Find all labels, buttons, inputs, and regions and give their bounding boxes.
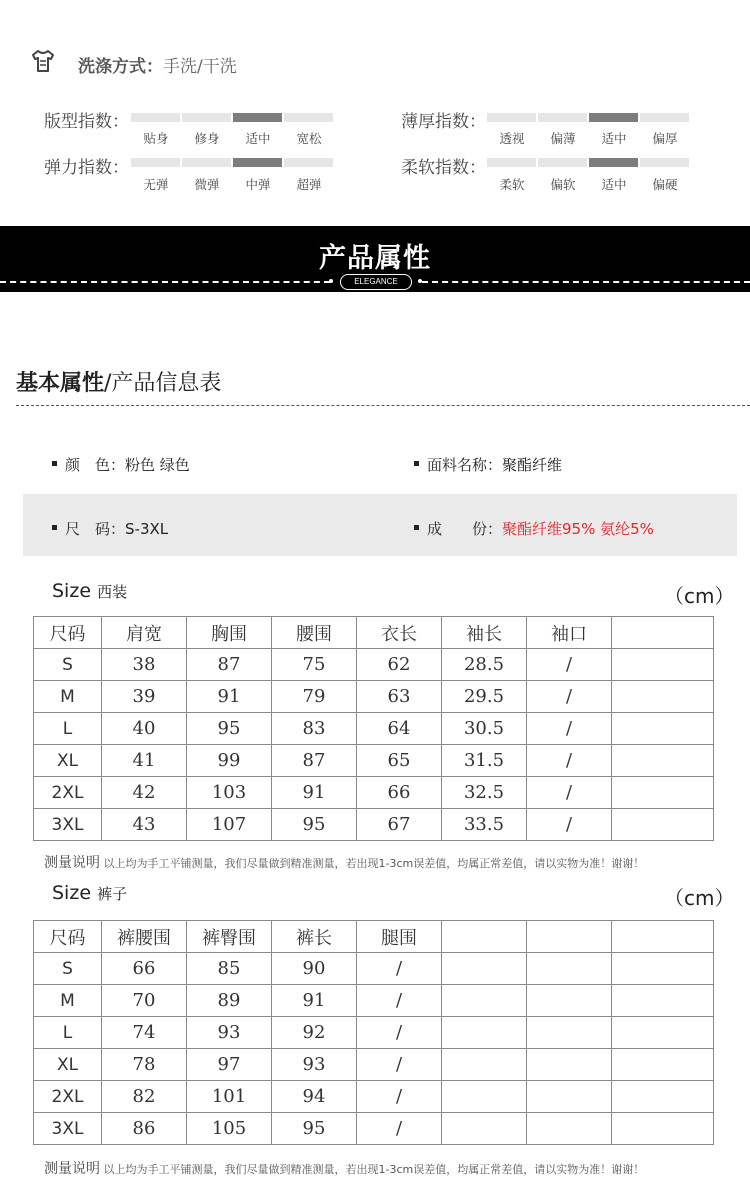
table-row bbox=[34, 777, 714, 809]
elasticity-index-option: 中弹 bbox=[245, 177, 271, 192]
measure-cell bbox=[442, 1113, 527, 1145]
table-header-cell: 裤臀围 bbox=[187, 921, 272, 953]
measure-cell bbox=[612, 953, 714, 985]
measure-cell: 107 bbox=[187, 809, 272, 841]
measure-cell: 42 bbox=[102, 777, 187, 809]
table-header-cell: 裤腰围 bbox=[102, 921, 187, 953]
measure-cell bbox=[527, 1049, 612, 1081]
measure-cell: 99 bbox=[187, 745, 272, 777]
table-header-cell: 袖长 bbox=[442, 617, 527, 649]
measure-cell bbox=[527, 953, 612, 985]
measure-cell: 28.5 bbox=[442, 649, 527, 681]
table-row bbox=[34, 1017, 714, 1049]
attr-composition bbox=[414, 518, 654, 539]
measure-cell: / bbox=[527, 681, 612, 713]
measure-cell: 43 bbox=[102, 809, 187, 841]
measure-cell: 95 bbox=[272, 1113, 357, 1145]
measure-cell bbox=[612, 809, 714, 841]
size-cell: M bbox=[34, 681, 102, 713]
washing-value: 手洗/干洗 bbox=[163, 57, 237, 77]
measure-note-label: 测量说明 bbox=[44, 855, 100, 871]
measure-cell: 74 bbox=[102, 1017, 187, 1049]
washing-label: 洗涤方式： bbox=[78, 57, 163, 77]
measure-cell: / bbox=[527, 809, 612, 841]
measure-cell: 38 bbox=[102, 649, 187, 681]
table-header-cell bbox=[442, 921, 527, 953]
washing-method bbox=[78, 52, 237, 77]
measure-cell bbox=[527, 985, 612, 1017]
measure-cell: 87 bbox=[187, 649, 272, 681]
size-cell: XL bbox=[34, 745, 102, 777]
measure-cell bbox=[527, 1017, 612, 1049]
measure-cell: 91 bbox=[272, 777, 357, 809]
measure-cell: / bbox=[357, 1081, 442, 1113]
banner-dash-left bbox=[0, 281, 330, 283]
softness-index-option: 适中 bbox=[601, 177, 627, 192]
measure-cell: 105 bbox=[187, 1113, 272, 1145]
measure-cell: 89 bbox=[187, 985, 272, 1017]
table-header-cell bbox=[612, 921, 714, 953]
suit-size-table bbox=[33, 616, 714, 841]
measure-cell: 90 bbox=[272, 953, 357, 985]
softness-index-option: 偏硬 bbox=[652, 177, 678, 192]
bullet-icon bbox=[414, 461, 419, 466]
elasticity-index-bar bbox=[182, 158, 231, 167]
measure-cell: 101 bbox=[187, 1081, 272, 1113]
size-cell: L bbox=[34, 713, 102, 745]
fit-index-option: 适中 bbox=[245, 131, 271, 146]
measure-note-label: 测量说明 bbox=[44, 1161, 100, 1177]
measure-cell: 75 bbox=[272, 649, 357, 681]
table-header-row bbox=[34, 617, 714, 649]
measure-cell: 83 bbox=[272, 713, 357, 745]
measure-cell bbox=[612, 713, 714, 745]
table-row bbox=[34, 745, 714, 777]
size-cell: S bbox=[34, 953, 102, 985]
table-row bbox=[34, 649, 714, 681]
table-row bbox=[34, 1081, 714, 1113]
measure-cell: 94 bbox=[272, 1081, 357, 1113]
bullet-icon bbox=[414, 525, 419, 530]
measure-cell bbox=[442, 985, 527, 1017]
elegance-badge: ELEGANCE bbox=[340, 274, 412, 290]
table-header-cell bbox=[527, 921, 612, 953]
banner-title: 产品属性 bbox=[319, 243, 431, 274]
fit-index-bar bbox=[182, 113, 231, 122]
measure-cell: 62 bbox=[357, 649, 442, 681]
measure-cell: / bbox=[357, 1017, 442, 1049]
measure-cell bbox=[612, 777, 714, 809]
bullet-icon bbox=[52, 525, 57, 530]
measure-cell bbox=[527, 1113, 612, 1145]
measure-cell bbox=[612, 1113, 714, 1145]
softness-index-bar bbox=[538, 158, 587, 167]
measure-cell bbox=[612, 745, 714, 777]
measure-cell bbox=[612, 649, 714, 681]
measure-note-text: 以上均为手工平铺测量，我们尽量做到精准测量，若出现1-3cm误差值，均属正常差值，请以实物为准！谢谢！ bbox=[103, 857, 645, 870]
measure-cell: / bbox=[527, 745, 612, 777]
section-title bbox=[16, 366, 221, 397]
table-header-cell: 肩宽 bbox=[102, 617, 187, 649]
thickness-index-title: 薄厚指数： bbox=[401, 112, 486, 132]
attr-color bbox=[52, 454, 190, 475]
size-cell: 3XL bbox=[34, 809, 102, 841]
measure-cell bbox=[612, 985, 714, 1017]
measure-cell: 70 bbox=[102, 985, 187, 1017]
measure-cell bbox=[442, 1017, 527, 1049]
measure-cell: 85 bbox=[187, 953, 272, 985]
attr-size bbox=[52, 518, 168, 539]
measure-cell: 86 bbox=[102, 1113, 187, 1145]
measure-cell: / bbox=[527, 713, 612, 745]
section-title-bold: 基本属性 bbox=[16, 371, 105, 396]
elasticity-index-title: 弹力指数： bbox=[44, 158, 129, 178]
measure-note-suit bbox=[44, 852, 644, 872]
table-row bbox=[34, 681, 714, 713]
tshirt-icon bbox=[30, 48, 56, 74]
attr-fabric-value: 聚酯纤维 bbox=[502, 456, 563, 474]
elasticity-index-option: 超弹 bbox=[296, 177, 322, 192]
measure-cell: 41 bbox=[102, 745, 187, 777]
fit-index-bar bbox=[284, 113, 333, 122]
size-cell: S bbox=[34, 649, 102, 681]
measure-cell: 66 bbox=[357, 777, 442, 809]
attr-fabric bbox=[414, 454, 562, 475]
measure-cell bbox=[612, 1049, 714, 1081]
elasticity-index-option: 无弹 bbox=[143, 177, 169, 192]
measure-cell bbox=[442, 1049, 527, 1081]
measure-cell bbox=[612, 1081, 714, 1113]
table-header-cell: 腰围 bbox=[272, 617, 357, 649]
measure-cell bbox=[612, 681, 714, 713]
measure-cell: 67 bbox=[357, 809, 442, 841]
measure-cell: 39 bbox=[102, 681, 187, 713]
thickness-index-option: 适中 bbox=[601, 131, 627, 146]
measure-cell: 93 bbox=[187, 1017, 272, 1049]
measure-cell: 29.5 bbox=[442, 681, 527, 713]
table-header-cell: 尺码 bbox=[34, 921, 102, 953]
thickness-index-option: 偏厚 bbox=[652, 131, 678, 146]
thickness-index-bar bbox=[538, 113, 587, 122]
measure-cell: 32.5 bbox=[442, 777, 527, 809]
attr-composition-value: 聚酯纤维95% 氨纶5% bbox=[502, 520, 654, 538]
measure-cell: / bbox=[357, 1113, 442, 1145]
measure-cell: 30.5 bbox=[442, 713, 527, 745]
measure-cell: 79 bbox=[272, 681, 357, 713]
attr-fabric-label: 面料名称： bbox=[427, 456, 503, 474]
table-header-cell bbox=[612, 617, 714, 649]
table-row bbox=[34, 985, 714, 1017]
measure-note-pants bbox=[44, 1158, 644, 1178]
attr-composition-label: 成 份： bbox=[427, 520, 503, 538]
measure-cell: 63 bbox=[357, 681, 442, 713]
measure-cell bbox=[442, 1081, 527, 1113]
size-cell: M bbox=[34, 985, 102, 1017]
table-header-cell: 胸围 bbox=[187, 617, 272, 649]
suit-size-heading bbox=[52, 580, 127, 602]
softness-index-bar bbox=[487, 158, 536, 167]
fit-index-title: 版型指数： bbox=[44, 112, 129, 132]
attr-color-label: 颜 色： bbox=[65, 456, 126, 474]
section-divider bbox=[16, 405, 750, 406]
elasticity-index-bar bbox=[233, 158, 282, 167]
measure-cell: 93 bbox=[272, 1049, 357, 1081]
measure-cell: 82 bbox=[102, 1081, 187, 1113]
table-row bbox=[34, 713, 714, 745]
fit-index-option: 贴身 bbox=[143, 131, 169, 146]
pants-unit: （cm） bbox=[664, 886, 735, 910]
bullet-icon bbox=[52, 461, 57, 466]
banner-dot-left bbox=[329, 279, 333, 283]
measure-cell: 66 bbox=[102, 953, 187, 985]
measure-cell: 95 bbox=[272, 809, 357, 841]
measure-cell: 103 bbox=[187, 777, 272, 809]
measure-cell bbox=[442, 953, 527, 985]
pants-size-table bbox=[33, 920, 714, 1145]
table-header-cell: 腿围 bbox=[357, 921, 442, 953]
measure-cell: 95 bbox=[187, 713, 272, 745]
softness-index-title: 柔软指数： bbox=[401, 158, 486, 178]
thickness-index-option: 透视 bbox=[499, 131, 525, 146]
measure-cell: / bbox=[357, 985, 442, 1017]
measure-cell: 92 bbox=[272, 1017, 357, 1049]
measure-cell: 40 bbox=[102, 713, 187, 745]
elasticity-index-bar bbox=[284, 158, 333, 167]
measure-cell: 91 bbox=[272, 985, 357, 1017]
softness-index-bar bbox=[640, 158, 689, 167]
elasticity-index-option: 微弹 bbox=[194, 177, 220, 192]
measure-cell: / bbox=[527, 777, 612, 809]
softness-index-option: 偏软 bbox=[550, 177, 576, 192]
thickness-index-option: 偏薄 bbox=[550, 131, 576, 146]
fit-index-bar bbox=[233, 113, 282, 122]
size-cell: 2XL bbox=[34, 777, 102, 809]
elasticity-index-bar bbox=[131, 158, 180, 167]
section-title-rest: /产品信息表 bbox=[104, 371, 222, 396]
measure-cell: 64 bbox=[357, 713, 442, 745]
table-header-row bbox=[34, 921, 714, 953]
measure-cell: 78 bbox=[102, 1049, 187, 1081]
fit-index-option: 修身 bbox=[194, 131, 220, 146]
suit-unit: （cm） bbox=[664, 584, 735, 608]
softness-index-option: 柔软 bbox=[499, 177, 525, 192]
thickness-index-bar bbox=[589, 113, 638, 122]
suit-size-heading-text: Size bbox=[52, 580, 92, 602]
measure-cell: / bbox=[357, 953, 442, 985]
table-row bbox=[34, 953, 714, 985]
attr-size-label: 尺 码： bbox=[65, 520, 126, 538]
measure-cell: 87 bbox=[272, 745, 357, 777]
measure-cell: / bbox=[357, 1049, 442, 1081]
attr-color-value: 粉色 绿色 bbox=[125, 456, 190, 474]
pants-size-heading-sub: 裤子 bbox=[97, 885, 128, 903]
measure-note-text: 以上均为手工平铺测量，我们尽量做到精准测量，若出现1-3cm误差值，均属正常差值，请以实物为准！谢谢！ bbox=[103, 1163, 645, 1176]
measure-cell: 33.5 bbox=[442, 809, 527, 841]
table-header-cell: 衣长 bbox=[357, 617, 442, 649]
size-cell: 3XL bbox=[34, 1113, 102, 1145]
size-cell: 2XL bbox=[34, 1081, 102, 1113]
measure-cell: / bbox=[527, 649, 612, 681]
size-cell: XL bbox=[34, 1049, 102, 1081]
table-row bbox=[34, 809, 714, 841]
pants-size-heading bbox=[52, 882, 127, 904]
pants-size-heading-text: Size bbox=[52, 882, 92, 904]
table-row bbox=[34, 1113, 714, 1145]
table-header-cell: 袖口 bbox=[527, 617, 612, 649]
table-row bbox=[34, 1049, 714, 1081]
softness-index-bar bbox=[589, 158, 638, 167]
size-cell: L bbox=[34, 1017, 102, 1049]
suit-size-heading-sub: 西装 bbox=[97, 583, 128, 601]
fit-index-option: 宽松 bbox=[296, 131, 322, 146]
banner-dash-right bbox=[422, 281, 750, 283]
measure-cell: 65 bbox=[357, 745, 442, 777]
measure-cell bbox=[527, 1081, 612, 1113]
fit-index-bar bbox=[131, 113, 180, 122]
thickness-index-bar bbox=[487, 113, 536, 122]
measure-cell bbox=[612, 1017, 714, 1049]
table-header-cell: 尺码 bbox=[34, 617, 102, 649]
measure-cell: 91 bbox=[187, 681, 272, 713]
table-header-cell: 裤长 bbox=[272, 921, 357, 953]
thickness-index-bar bbox=[640, 113, 689, 122]
attr-size-value: S-3XL bbox=[125, 520, 169, 538]
measure-cell: 97 bbox=[187, 1049, 272, 1081]
measure-cell: 31.5 bbox=[442, 745, 527, 777]
